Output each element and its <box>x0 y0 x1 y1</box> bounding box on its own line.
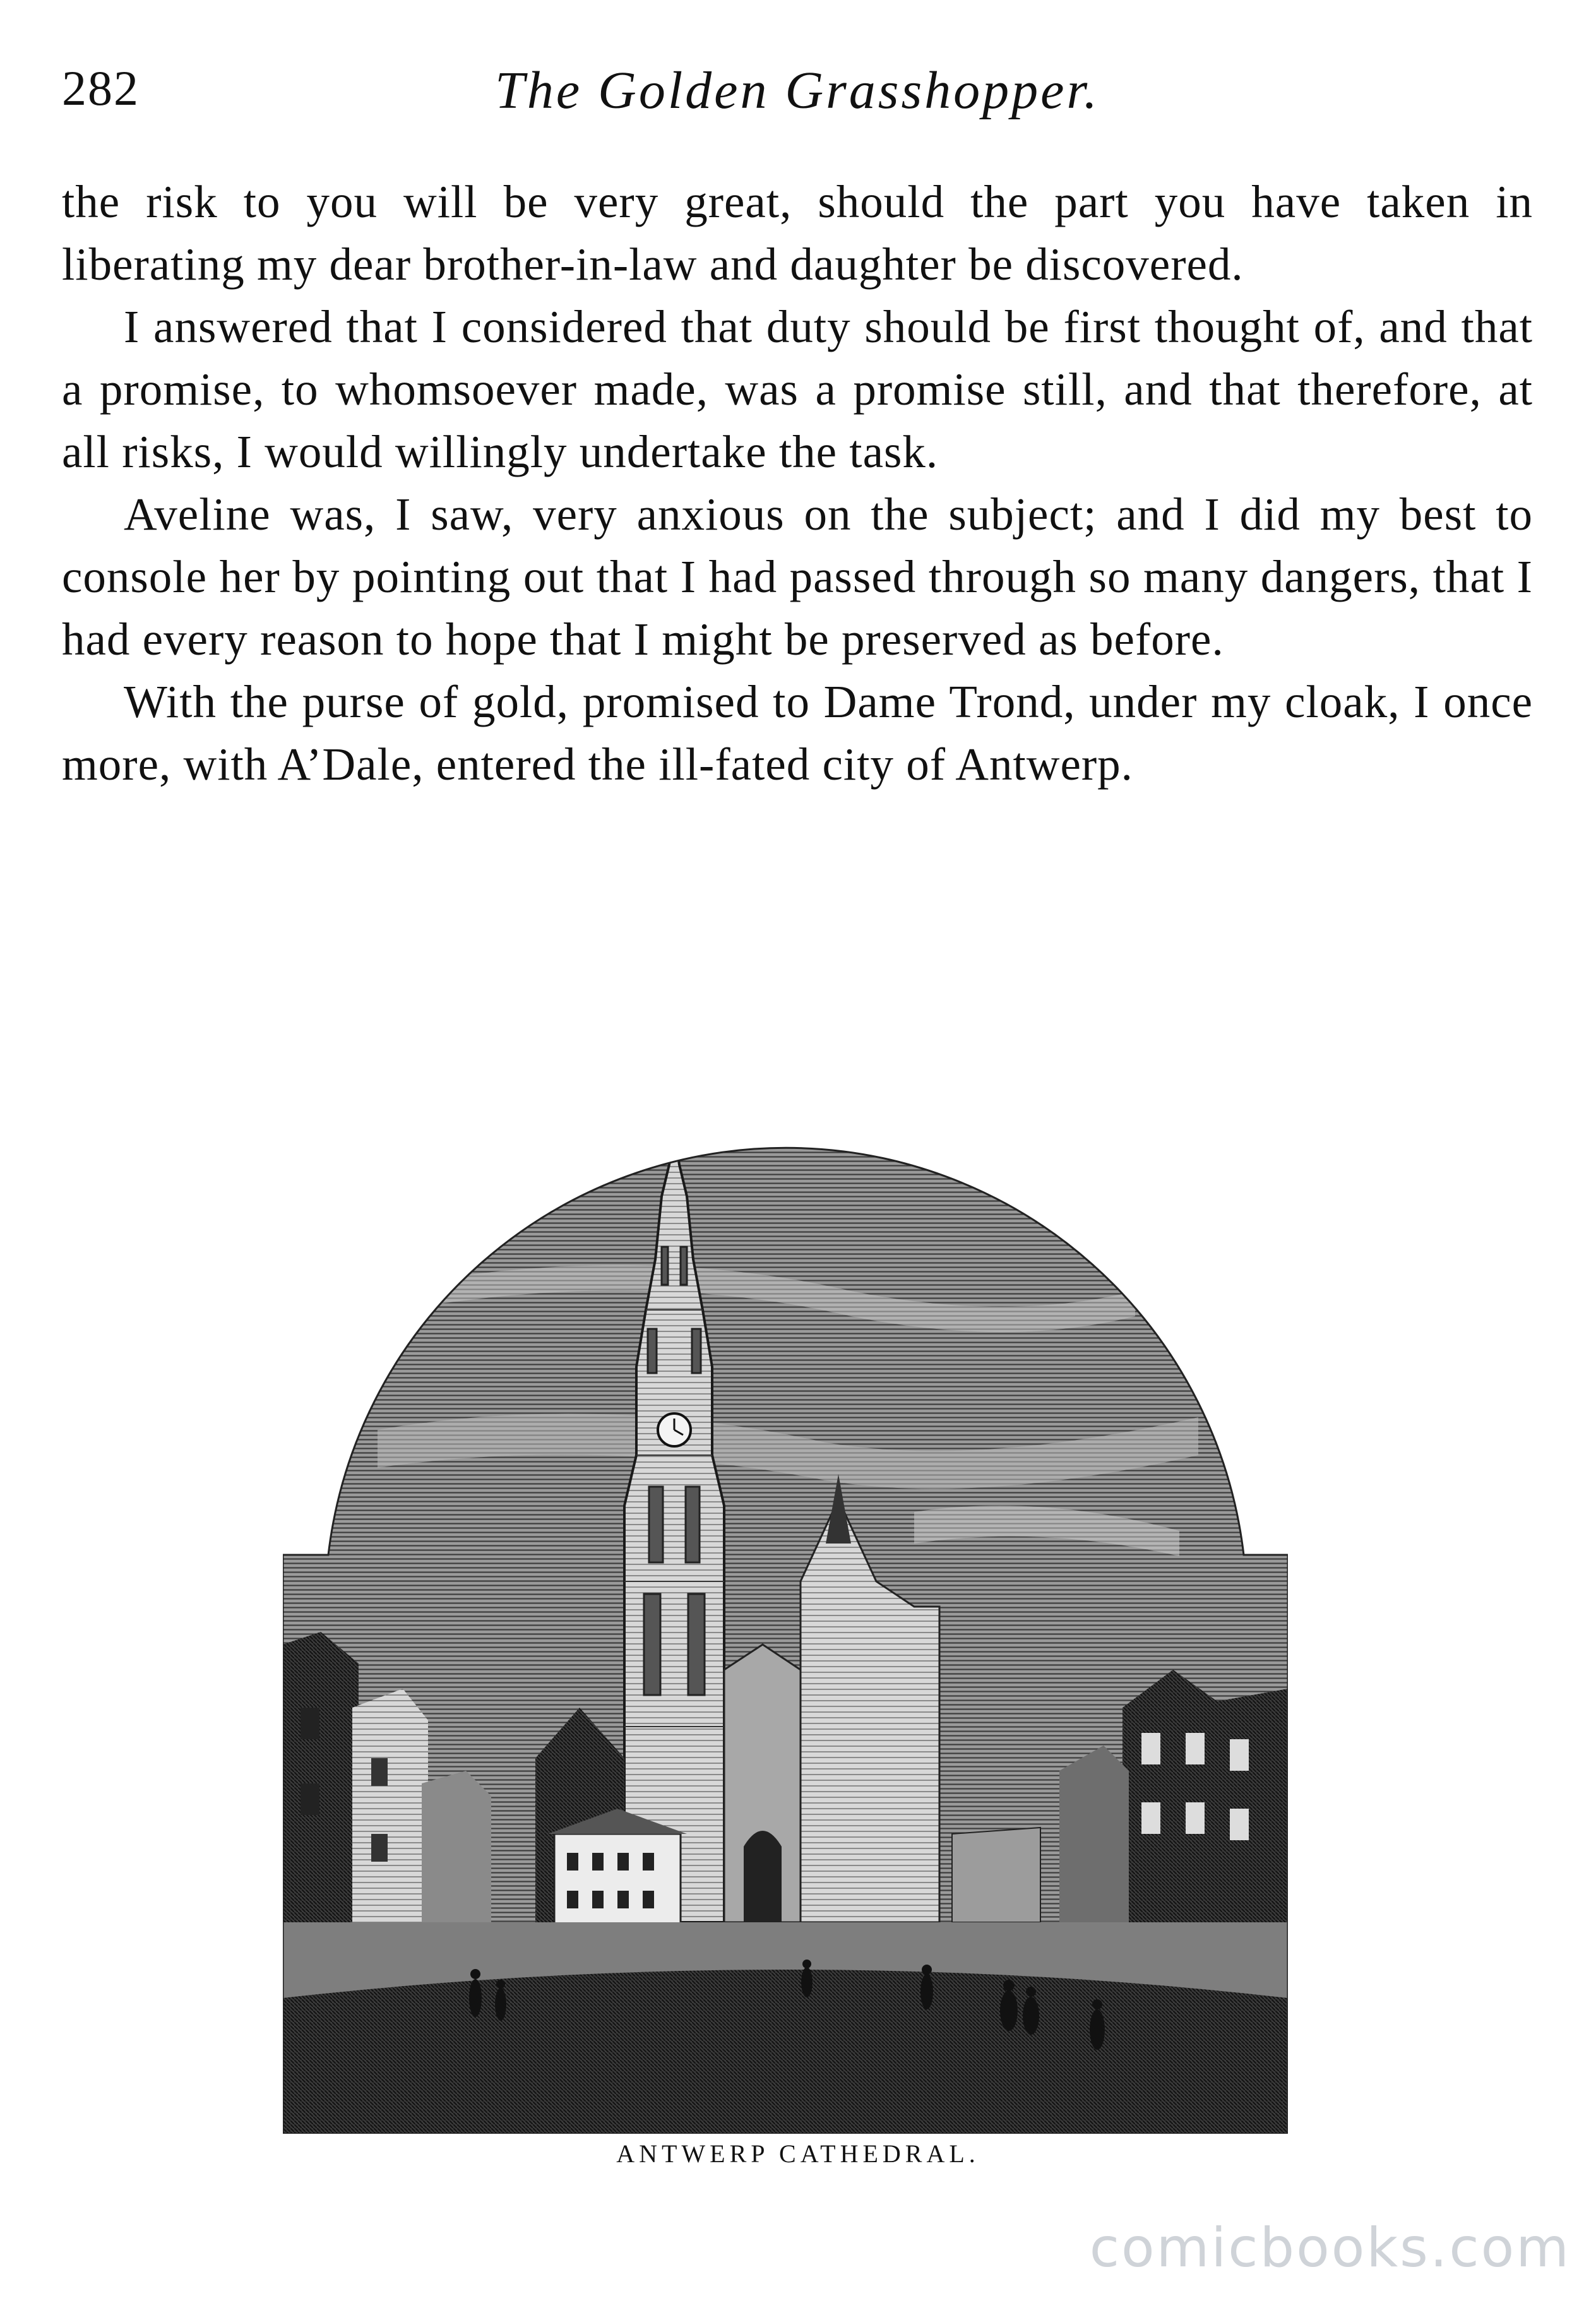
paragraph-continued: the risk to you will be very great, should the part you have taken in liberating my dear brother-in-law and daughter be discovered. <box>62 176 1533 290</box>
paragraph: I answered that I considered that duty should be first thought of, and that a promise, to whomsoever made, was a promise still, and that therefore, at all risks, I would willingly undertake the task. <box>62 301 1533 477</box>
illustration-caption: ANTWERP CATHEDRAL. <box>616 2139 980 2168</box>
body-text <box>62 170 1533 795</box>
watermark: comicbooks.com <box>1089 2216 1571 2280</box>
paragraph: Aveline was, I saw, very anxious on the subject; and I did my best to console her by pointing out that I had passed through so many dangers, that I had every reason to hope that I might be preserved as before. <box>62 489 1533 665</box>
page-header <box>62 60 1533 136</box>
running-title: The Golden Grasshopper. <box>495 61 1100 120</box>
page-number: 282 <box>62 61 140 116</box>
cathedral-engraving <box>283 1102 1288 2134</box>
paragraph: With the purse of gold, promised to Dame Trond, under my cloak, I once more, with A’Dale, entered the ill-fated city of Antwerp. <box>62 676 1533 790</box>
